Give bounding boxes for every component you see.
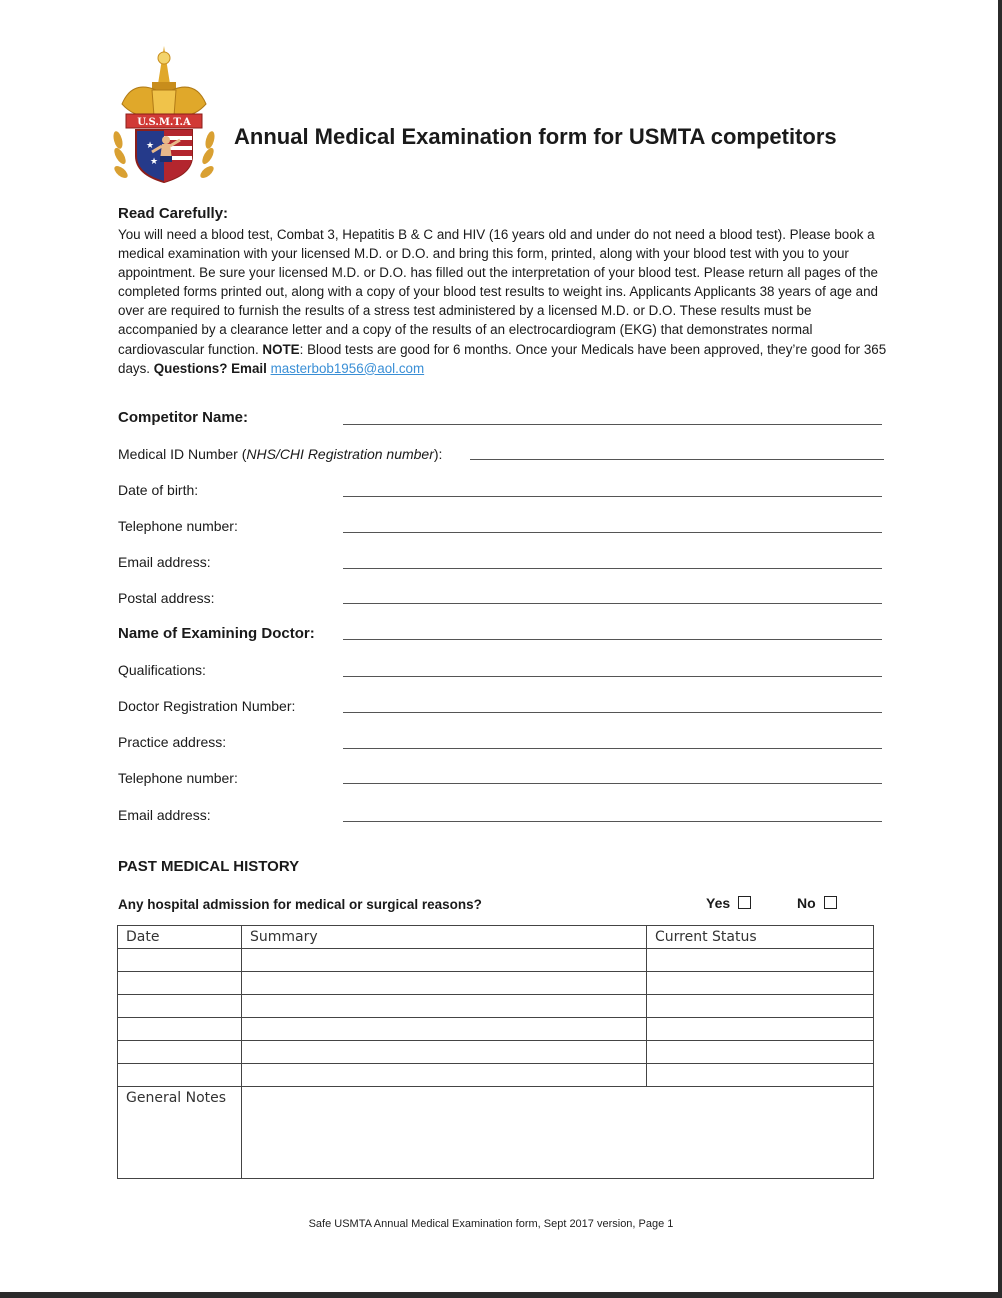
summary-cell[interactable]: [242, 949, 647, 972]
yes-label: Yes: [706, 895, 731, 911]
email-field[interactable]: [343, 568, 882, 569]
email-label: Email address:: [118, 554, 211, 570]
postal-address-label: Postal address:: [118, 590, 215, 606]
no-label: No: [797, 895, 816, 911]
summary-cell[interactable]: [242, 1041, 647, 1064]
date-cell[interactable]: [118, 1018, 242, 1041]
general-notes-label: General Notes: [118, 1087, 242, 1179]
doctor-name-field[interactable]: [343, 639, 882, 640]
doctor-email-field[interactable]: [343, 821, 882, 822]
doctor-name-label: Name of Examining Doctor:: [118, 625, 315, 642]
table-header-row: [118, 926, 874, 949]
yes-option[interactable]: [706, 895, 751, 911]
telephone-label: Telephone number:: [118, 518, 238, 534]
table-row: [118, 972, 874, 995]
date-cell[interactable]: [118, 995, 242, 1018]
doctor-registration-label: Doctor Registration Number:: [118, 698, 296, 714]
status-cell[interactable]: [647, 1018, 874, 1041]
page-footer: Safe USMTA Annual Medical Examination form, Sept 2017 version, Page 1: [308, 1218, 674, 1230]
note-label: NOTE: [262, 341, 300, 357]
svg-text:★: ★: [150, 156, 159, 166]
summary-cell[interactable]: [242, 972, 647, 995]
instructions-paragraph: [118, 225, 888, 378]
summary-cell[interactable]: [242, 1018, 647, 1041]
yes-checkbox[interactable]: [738, 896, 751, 909]
read-carefully-heading: Read Carefully:: [118, 205, 229, 222]
table-row: [118, 1041, 874, 1064]
summary-cell[interactable]: [242, 1064, 647, 1087]
competitor-name-field[interactable]: [343, 424, 882, 425]
page-title: Annual Medical Examination form for USMTA competitors: [234, 124, 837, 149]
no-checkbox[interactable]: [824, 896, 837, 909]
dob-label: Date of birth:: [118, 482, 199, 498]
practice-address-field[interactable]: [343, 748, 882, 749]
past-medical-history-heading: PAST MEDICAL HISTORY: [118, 858, 300, 875]
doctor-telephone-field[interactable]: [343, 783, 882, 784]
no-option[interactable]: [797, 895, 837, 911]
medical-id-label: Medical ID Number (NHS/CHI Registration number):: [118, 446, 443, 462]
summary-cell[interactable]: [242, 995, 647, 1018]
competitor-name-label: Competitor Name:: [118, 409, 249, 426]
telephone-field[interactable]: [343, 532, 882, 533]
questions-label: Questions? Email: [153, 360, 267, 376]
svg-text:★: ★: [146, 140, 155, 150]
column-header-current-status: Current Status: [647, 926, 874, 949]
qualifications-field[interactable]: [343, 676, 882, 677]
status-cell[interactable]: [647, 1064, 874, 1087]
column-header-summary: Summary: [242, 926, 647, 949]
postal-address-field[interactable]: [343, 603, 882, 604]
qualifications-label: Qualifications:: [118, 662, 206, 678]
practice-address-label: Practice address:: [118, 734, 227, 750]
medical-id-field[interactable]: [470, 459, 884, 460]
logo-text: U.S.M.T.A: [137, 117, 191, 128]
usmta-crest-logo: [112, 44, 216, 184]
date-cell[interactable]: [118, 949, 242, 972]
status-cell[interactable]: [647, 995, 874, 1018]
date-cell[interactable]: [118, 1041, 242, 1064]
general-notes-field[interactable]: [242, 1087, 874, 1179]
table-row: [118, 1064, 874, 1087]
date-cell[interactable]: [118, 972, 242, 995]
contact-email-link[interactable]: masterbob1956@aol.com: [270, 360, 425, 376]
table-row: [118, 995, 874, 1018]
general-notes-row: [118, 1087, 874, 1179]
table-row: [118, 1018, 874, 1041]
dob-field[interactable]: [343, 496, 882, 497]
instructions-text: You will need a blood test, Combat 3, Hepatitis B & C and HIV (16 years old and under do not need a blood test). Please book a medical examination with your licensed M.D. or D.O. and bring this form, printed, along with your blood test with you to your appointment. Be sure your licensed M.D. or D.O. has filled out the interpretation of your blood test. Please return all pages of the completed forms printed out, along with a copy of your blood test results to weight ins. Applicants Applicants 38 years of age and over are required to furnish the results of a stress test administered by a licensed M.D. or D.O. These results must be accompanied by a clearance letter and a copy of the results of an electrocardiogram (EKG) that demonstrates normal cardiovascular function.: [118, 227, 878, 357]
doctor-telephone-label: Telephone number:: [118, 770, 238, 786]
date-cell[interactable]: [118, 1064, 242, 1087]
status-cell[interactable]: [647, 1041, 874, 1064]
status-cell[interactable]: [647, 972, 874, 995]
doctor-email-label: Email address:: [118, 807, 211, 823]
instructions-note-text: : Blood tests are good for 6 months. Once your Medicals have been approved, they’re good for 365 days.: [118, 341, 887, 376]
hospital-admission-question: Any hospital admission for medical or surgical reasons?: [118, 897, 482, 912]
column-header-date: Date: [118, 926, 242, 949]
table-row: [118, 949, 874, 972]
page-edge-right: [998, 0, 1002, 1298]
doctor-registration-field[interactable]: [343, 712, 882, 713]
admission-history-table: [117, 925, 874, 1179]
status-cell[interactable]: [647, 949, 874, 972]
page-edge-bottom: [0, 1292, 1002, 1298]
